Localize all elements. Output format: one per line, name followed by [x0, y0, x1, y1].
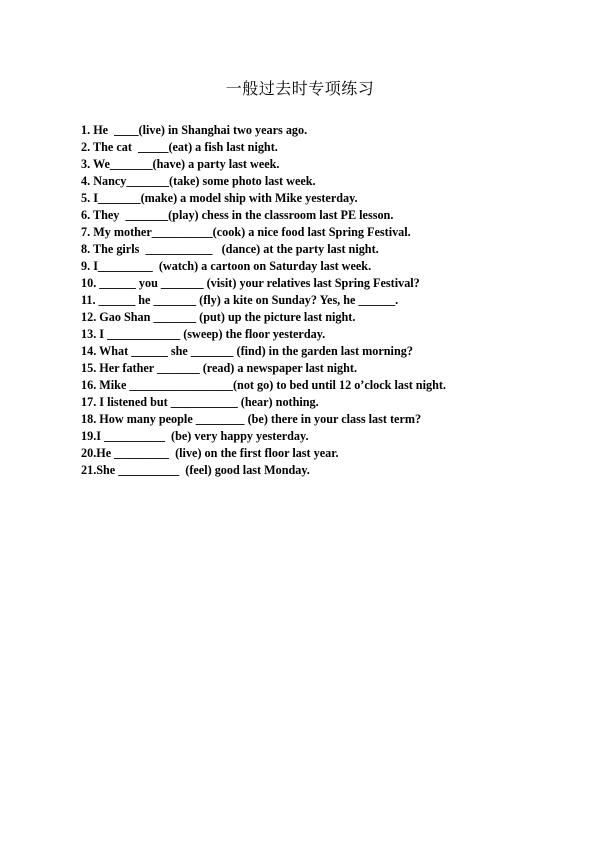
exercise-item-3: 3. We_______(have) a party last week. [81, 157, 280, 171]
page-title: 一般过去时专项练习 [225, 79, 375, 98]
exercise-item-19: 19.I __________ (be) very happy yesterday. [81, 429, 309, 443]
exercise-item-21: 21.She __________ (feel) good last Monday. [81, 463, 310, 477]
exercise-item-11: 11. ______ he _______ (fly) a kite on Sunday? Yes, he ______. [81, 293, 399, 307]
exercise-item-2: 2. The cat _____(eat) a fish last night. [81, 140, 278, 154]
exercise-item-7: 7. My mother__________(cook) a nice food last Spring Festival. [81, 225, 411, 239]
exercise-item-13: 13. I ____________ (sweep) the floor yesterday. [81, 327, 326, 341]
exercise-item-18: 18. How many people ________ (be) there in your class last term? [81, 412, 422, 426]
exercise-item-6: 6. They _______(play) chess in the classroom last PE lesson. [81, 208, 394, 222]
exercise-list [81, 122, 446, 479]
exercise-item-5: 5. I_______(make) a model ship with Mike yesterday. [81, 191, 358, 205]
exercise-item-10: 10. ______ you _______ (visit) your relatives last Spring Festival? [81, 276, 420, 290]
exercise-item-9: 9. I_________ (watch) a cartoon on Saturday last week. [81, 259, 372, 273]
exercise-item-17: 17. I listened but ___________ (hear) nothing. [81, 395, 319, 409]
exercise-item-1: 1. He ____(live) in Shanghai two years ago. [81, 123, 308, 137]
exercise-item-15: 15. Her father _______ (read) a newspaper last night. [81, 361, 358, 375]
exercise-item-12: 12. Gao Shan _______ (put) up the picture last night. [81, 310, 356, 324]
exercise-item-16: 16. Mike _________________(not go) to bed until 12 o’clock last night. [81, 378, 446, 392]
exercise-item-4: 4. Nancy_______(take) some photo last week. [81, 174, 316, 188]
exercise-item-14: 14. What ______ she _______ (find) in the garden last morning? [81, 344, 413, 358]
exercise-item-20: 20.He _________ (live) on the first floor last year. [81, 446, 339, 460]
exercise-item-8: 8. The girls ___________ (dance) at the party last night. [81, 242, 379, 256]
